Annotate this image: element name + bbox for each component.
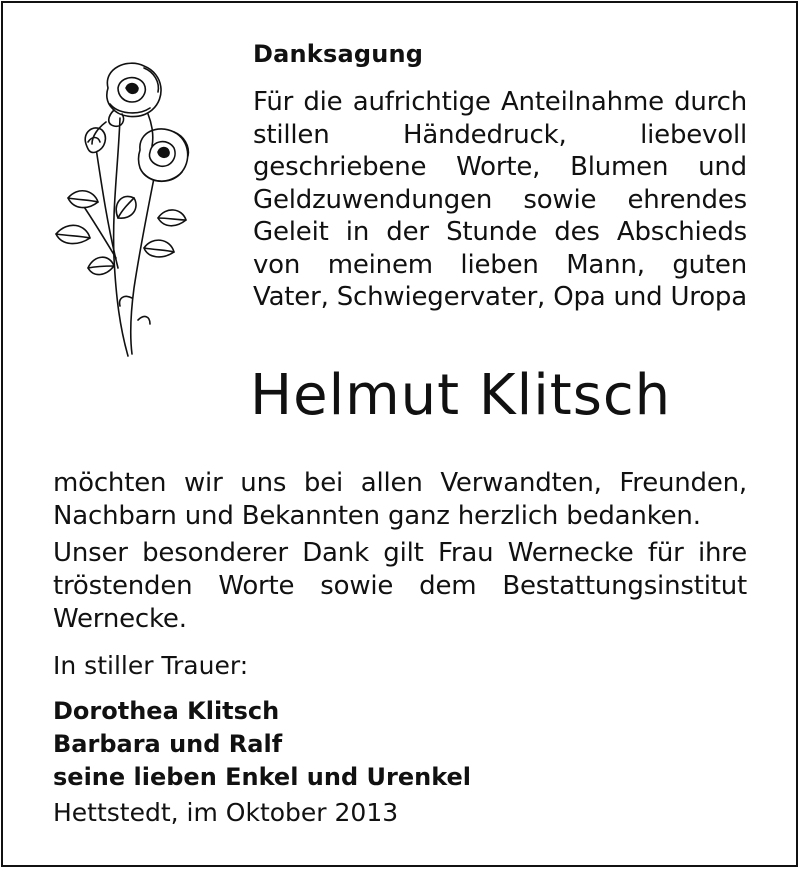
mourner-name: Barbara und Ralf bbox=[53, 730, 283, 758]
rose-bouquet-icon bbox=[48, 58, 208, 358]
deceased-name: Helmut Klitsch bbox=[250, 363, 672, 428]
special-thanks-text: Unser besonderer Dank gilt Frau Wernecke für ihre tröstenden Worte sowie dem Bestattungsinstitut Wernecke. bbox=[53, 538, 747, 634]
place-date: Hettstedt, im Oktober 2013 bbox=[53, 798, 399, 827]
mourning-label: In stiller Trauer: bbox=[53, 651, 249, 680]
mourner-name: seine lieben Enkel und Urenkel bbox=[53, 763, 472, 791]
mourners-list bbox=[53, 695, 471, 794]
notice-heading: Danksagung bbox=[253, 40, 424, 68]
mourner-name: Dorothea Klitsch bbox=[53, 697, 280, 725]
thanks-text: möchten wir uns bei allen Verwandten, Freunden, Nachbarn und Bekannten ganz herzlich bedanken. bbox=[53, 468, 747, 531]
intro-text: Für die aufrichtige Anteilnahme durch stillen Händedruck, liebevoll geschriebene Worte, Blumen und Geldzuwendungen sowie ehrendes Geleit in der Stunde des Abschieds von meinem lieben Mann, guten Vater, Schwiegervater, Opa und Uropa bbox=[253, 87, 747, 312]
